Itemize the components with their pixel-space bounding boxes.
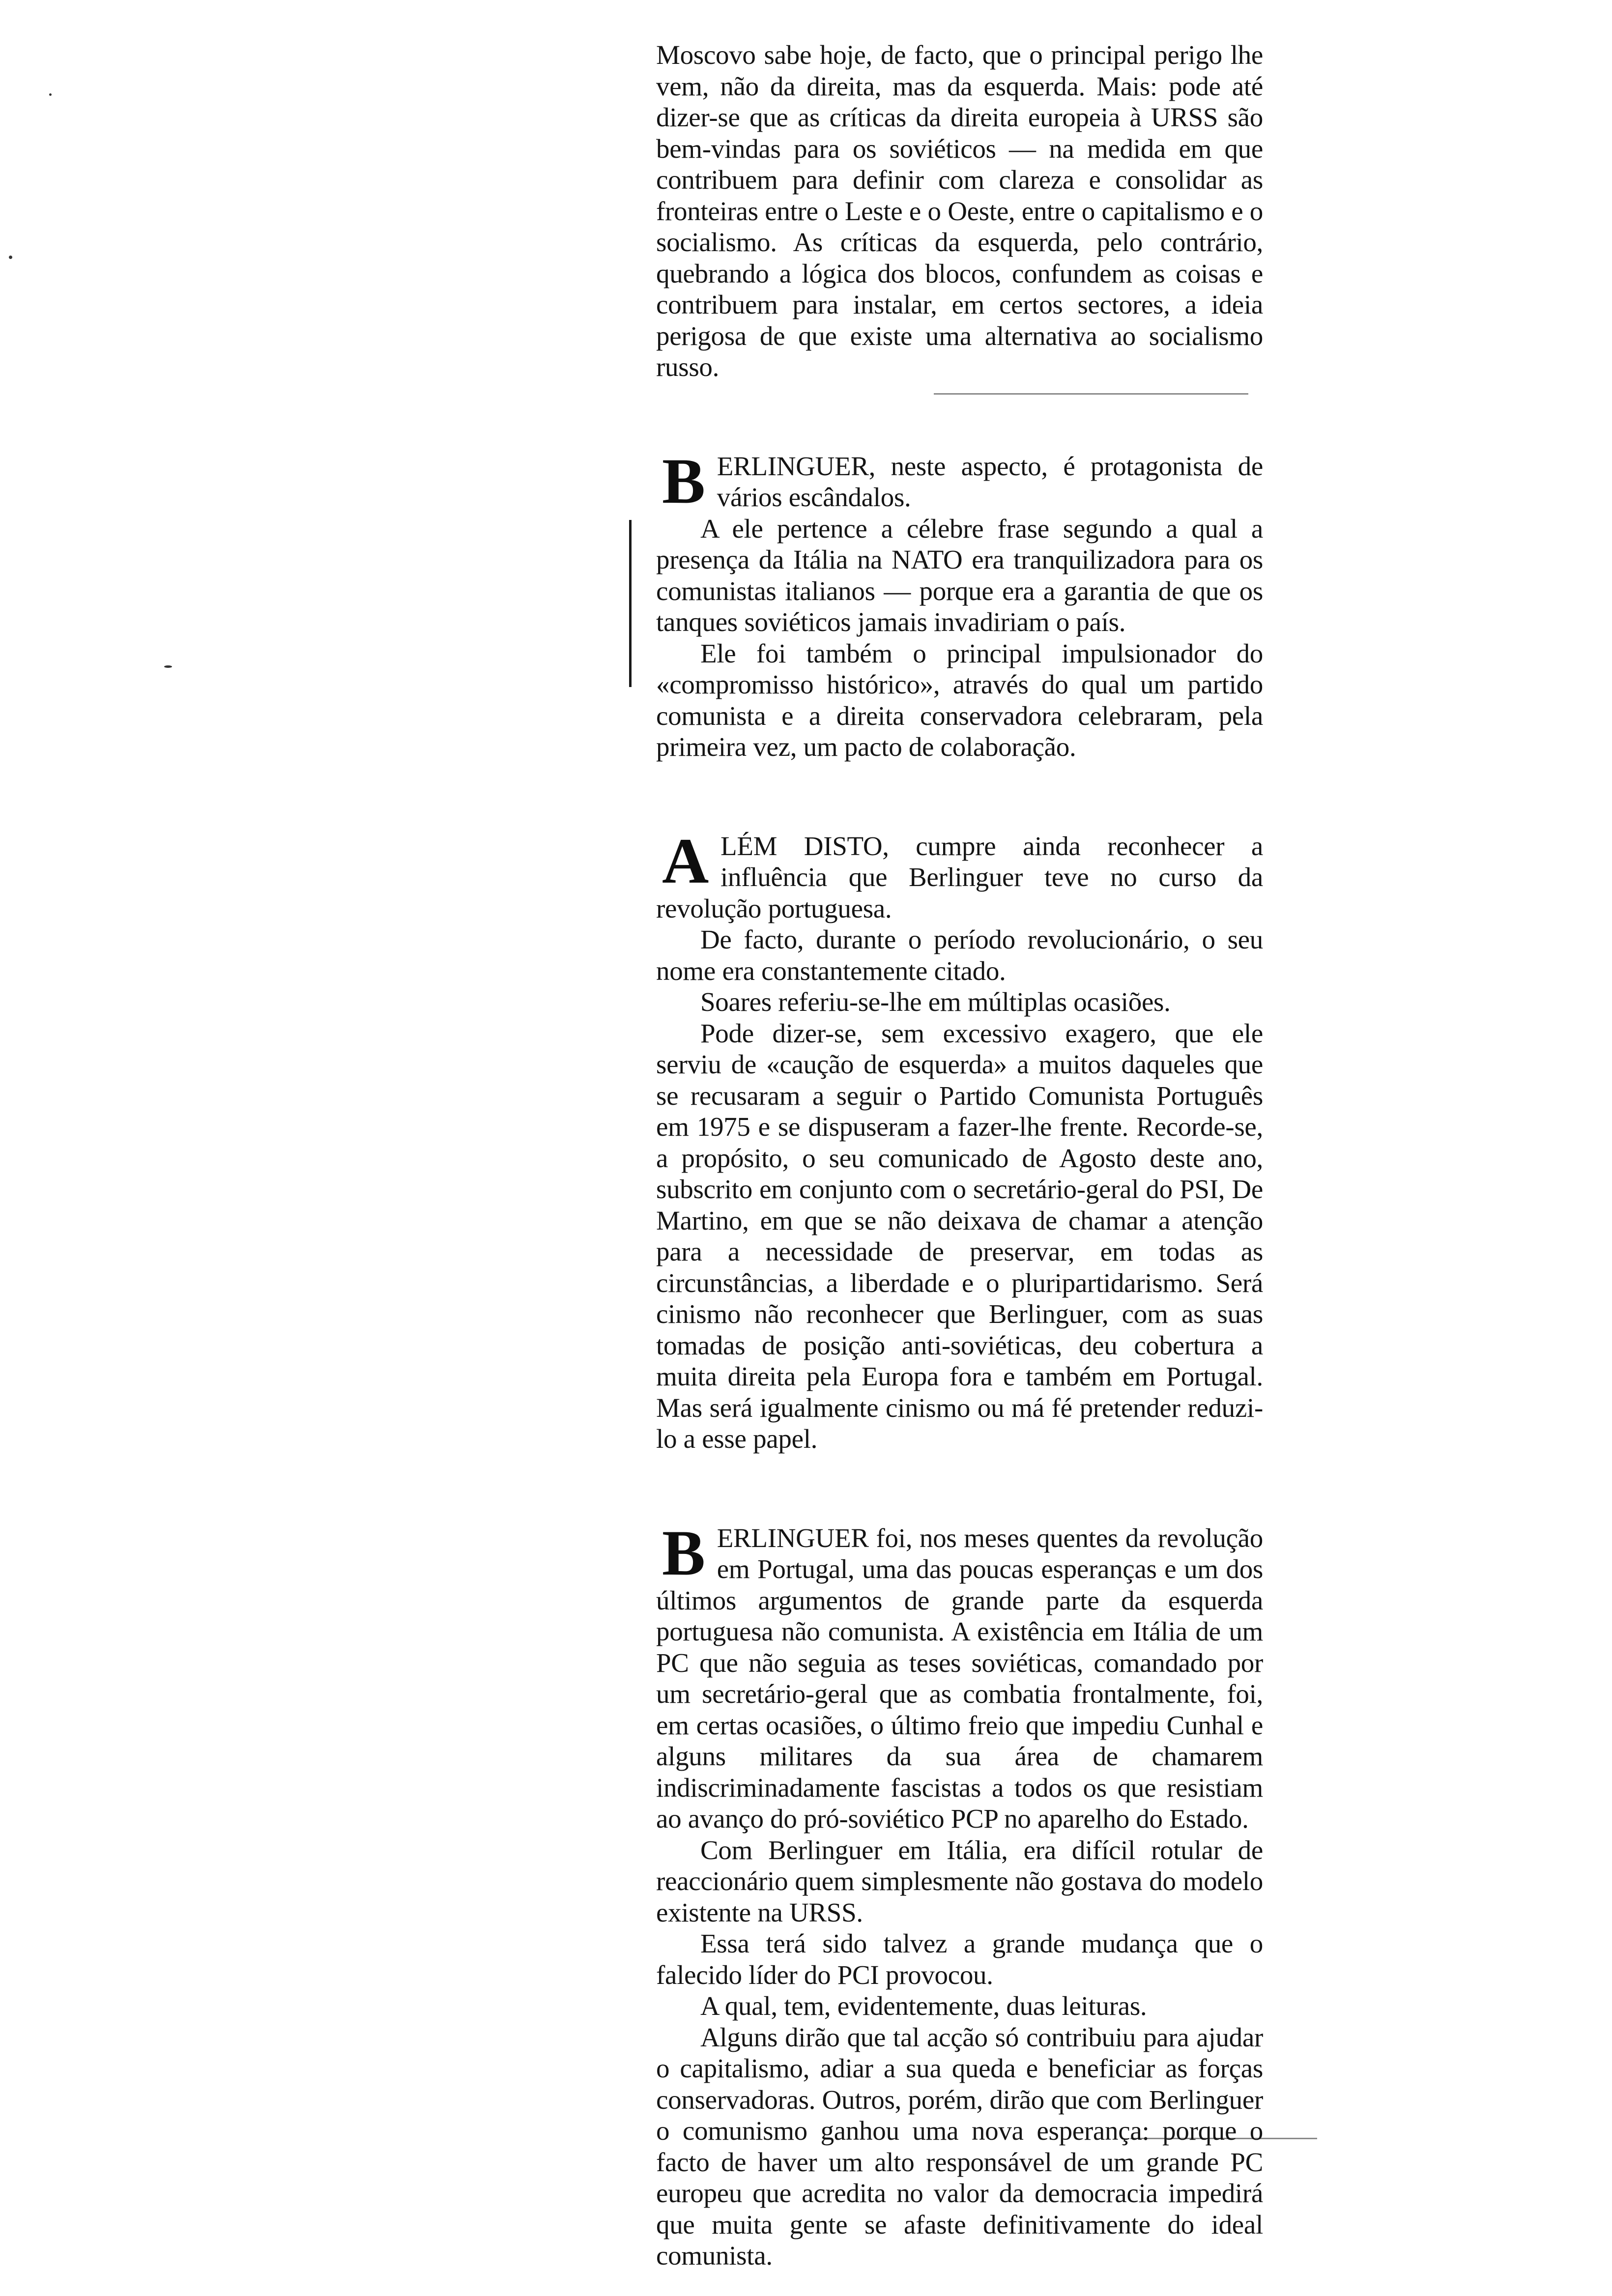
section-lead: LÉM DISTO, cumpre ainda reconhecer a influência que Berlinguer teve no curso da revolução portuguesa. <box>656 831 1263 923</box>
paragraph: Ele foi também o principal impulsionador do «compromisso histórico», através do qual um partido comunista e a direita conservadora celebraram, pela primeira vez, um pacto de colaboração. <box>656 638 1263 762</box>
paragraph: Soares referiu-se-lhe em múltiplas ocasiões. <box>700 987 1171 1017</box>
paragraph: Pode dizer-se, sem excessivo exagero, que ele serviu de «caução de esquerda» a muitos daqueles que se recusaram a seguir o Partido Comunista Português em 1975 e se dispuseram a fazer-lhe frente. Recorde-se, a propósito, o seu comunicado de Agosto deste ano, subscrito em conjunto com o secretário-geral do PSI, De Martino, em que se não deixava de chamar a atenção para a necessidade de preservar, em todas as circunstâncias, a liberdade e o pluripartidarismo. Será cinismo não reconhecer que Berlinguer, com as suas tomadas de posição anti-soviéticas, deu cobertura a muita direita pela Europa fora e também em Portugal. Mas será igualmente cinismo ou má fé pretender reduzi-lo a esse papel. <box>656 1018 1263 1454</box>
drop-cap: A <box>662 824 709 897</box>
scan-speck <box>49 93 52 96</box>
section-gap <box>656 763 1263 831</box>
paragraph: Alguns dirão que tal acção só contribuiu para ajudar o capitalismo, adiar a sua queda e beneficiar as forças conservadoras. Outros, porém, dirão que com Berlinguer o comunismo ganhou uma nova esperança: porque o facto de haver um alto responsável de um grande PC europeu que acredita no valor da democracia impedirá que muita gente se afaste definitivamente do ideal comunista. <box>656 2022 1263 2270</box>
scan-speck <box>9 256 12 259</box>
section-gap <box>656 1455 1263 1522</box>
paragraph: A ele pertence a célebre frase segundo a qual a presença da Itália na NATO era tranquilizadora para os comunistas italianos — porque era a garantia de que os tanques soviéticos jamais invadiriam o país. <box>656 513 1263 637</box>
paragraph: De facto, durante o período revolucionário, o seu nome era constantemente citado. <box>656 924 1263 986</box>
paragraph: Com Berlinguer em Itália, era difícil rotular de reaccionário quem simplesmente não gostava do modelo existente na URSS. <box>656 1835 1263 1927</box>
paragraph: Essa terá sido talvez a grande mudança que o falecido líder do PCI provocou. <box>656 1928 1263 1990</box>
section-1 <box>656 444 1263 763</box>
drop-cap: B <box>662 1516 705 1589</box>
section-2 <box>656 824 1263 1455</box>
section-3 <box>656 1516 1263 2271</box>
drop-cap: B <box>662 444 705 517</box>
section-lead: ERLINGUER foi, nos meses quentes da revolução em Portugal, uma das poucas esperanças e um dos últimos argumentos de grande parte da esquerda portuguesa não comunista. A existência em Itália de um PC que não seguia as teses soviéticas, comandado por um secretário-geral que as combatia frontalmente, foi, em certas ocasiões, o último freio que impediu Cunhal e alguns militares da sua área de chamarem indiscriminadamente fascistas a todos os que resistiam ao avanço do pró-soviético PCP no aparelho do Estado. <box>656 1522 1263 1834</box>
scan-speck <box>164 665 172 668</box>
article-column <box>656 39 1263 2271</box>
section-gap <box>656 383 1263 451</box>
paragraph: A qual, tem, evidentemente, duas leituras. <box>700 1991 1147 2021</box>
section-lead: ERLINGUER, neste aspecto, é protagonista de vários escândalos. <box>717 451 1263 512</box>
margin-mark <box>629 520 632 687</box>
intro-paragraph: Moscovo sabe hoje, de facto, que o principal perigo lhe vem, não da direita, mas da esquerda. Mais: pode até dizer-se que as críticas da direita europeia à URSS são bem-vindas para os soviéticos — na medida em que contribuem para definir com clareza e consolidar as fronteiras entre o Leste e o Oeste, entre o capitalismo e o socialismo. As críticas da esquerda, pelo contrário, quebrando a lógica dos blocos, confundem as coisas e contribuem para instalar, em certos sectores, a ideia perigosa de que existe uma alternativa ao socialismo russo. <box>656 40 1263 382</box>
